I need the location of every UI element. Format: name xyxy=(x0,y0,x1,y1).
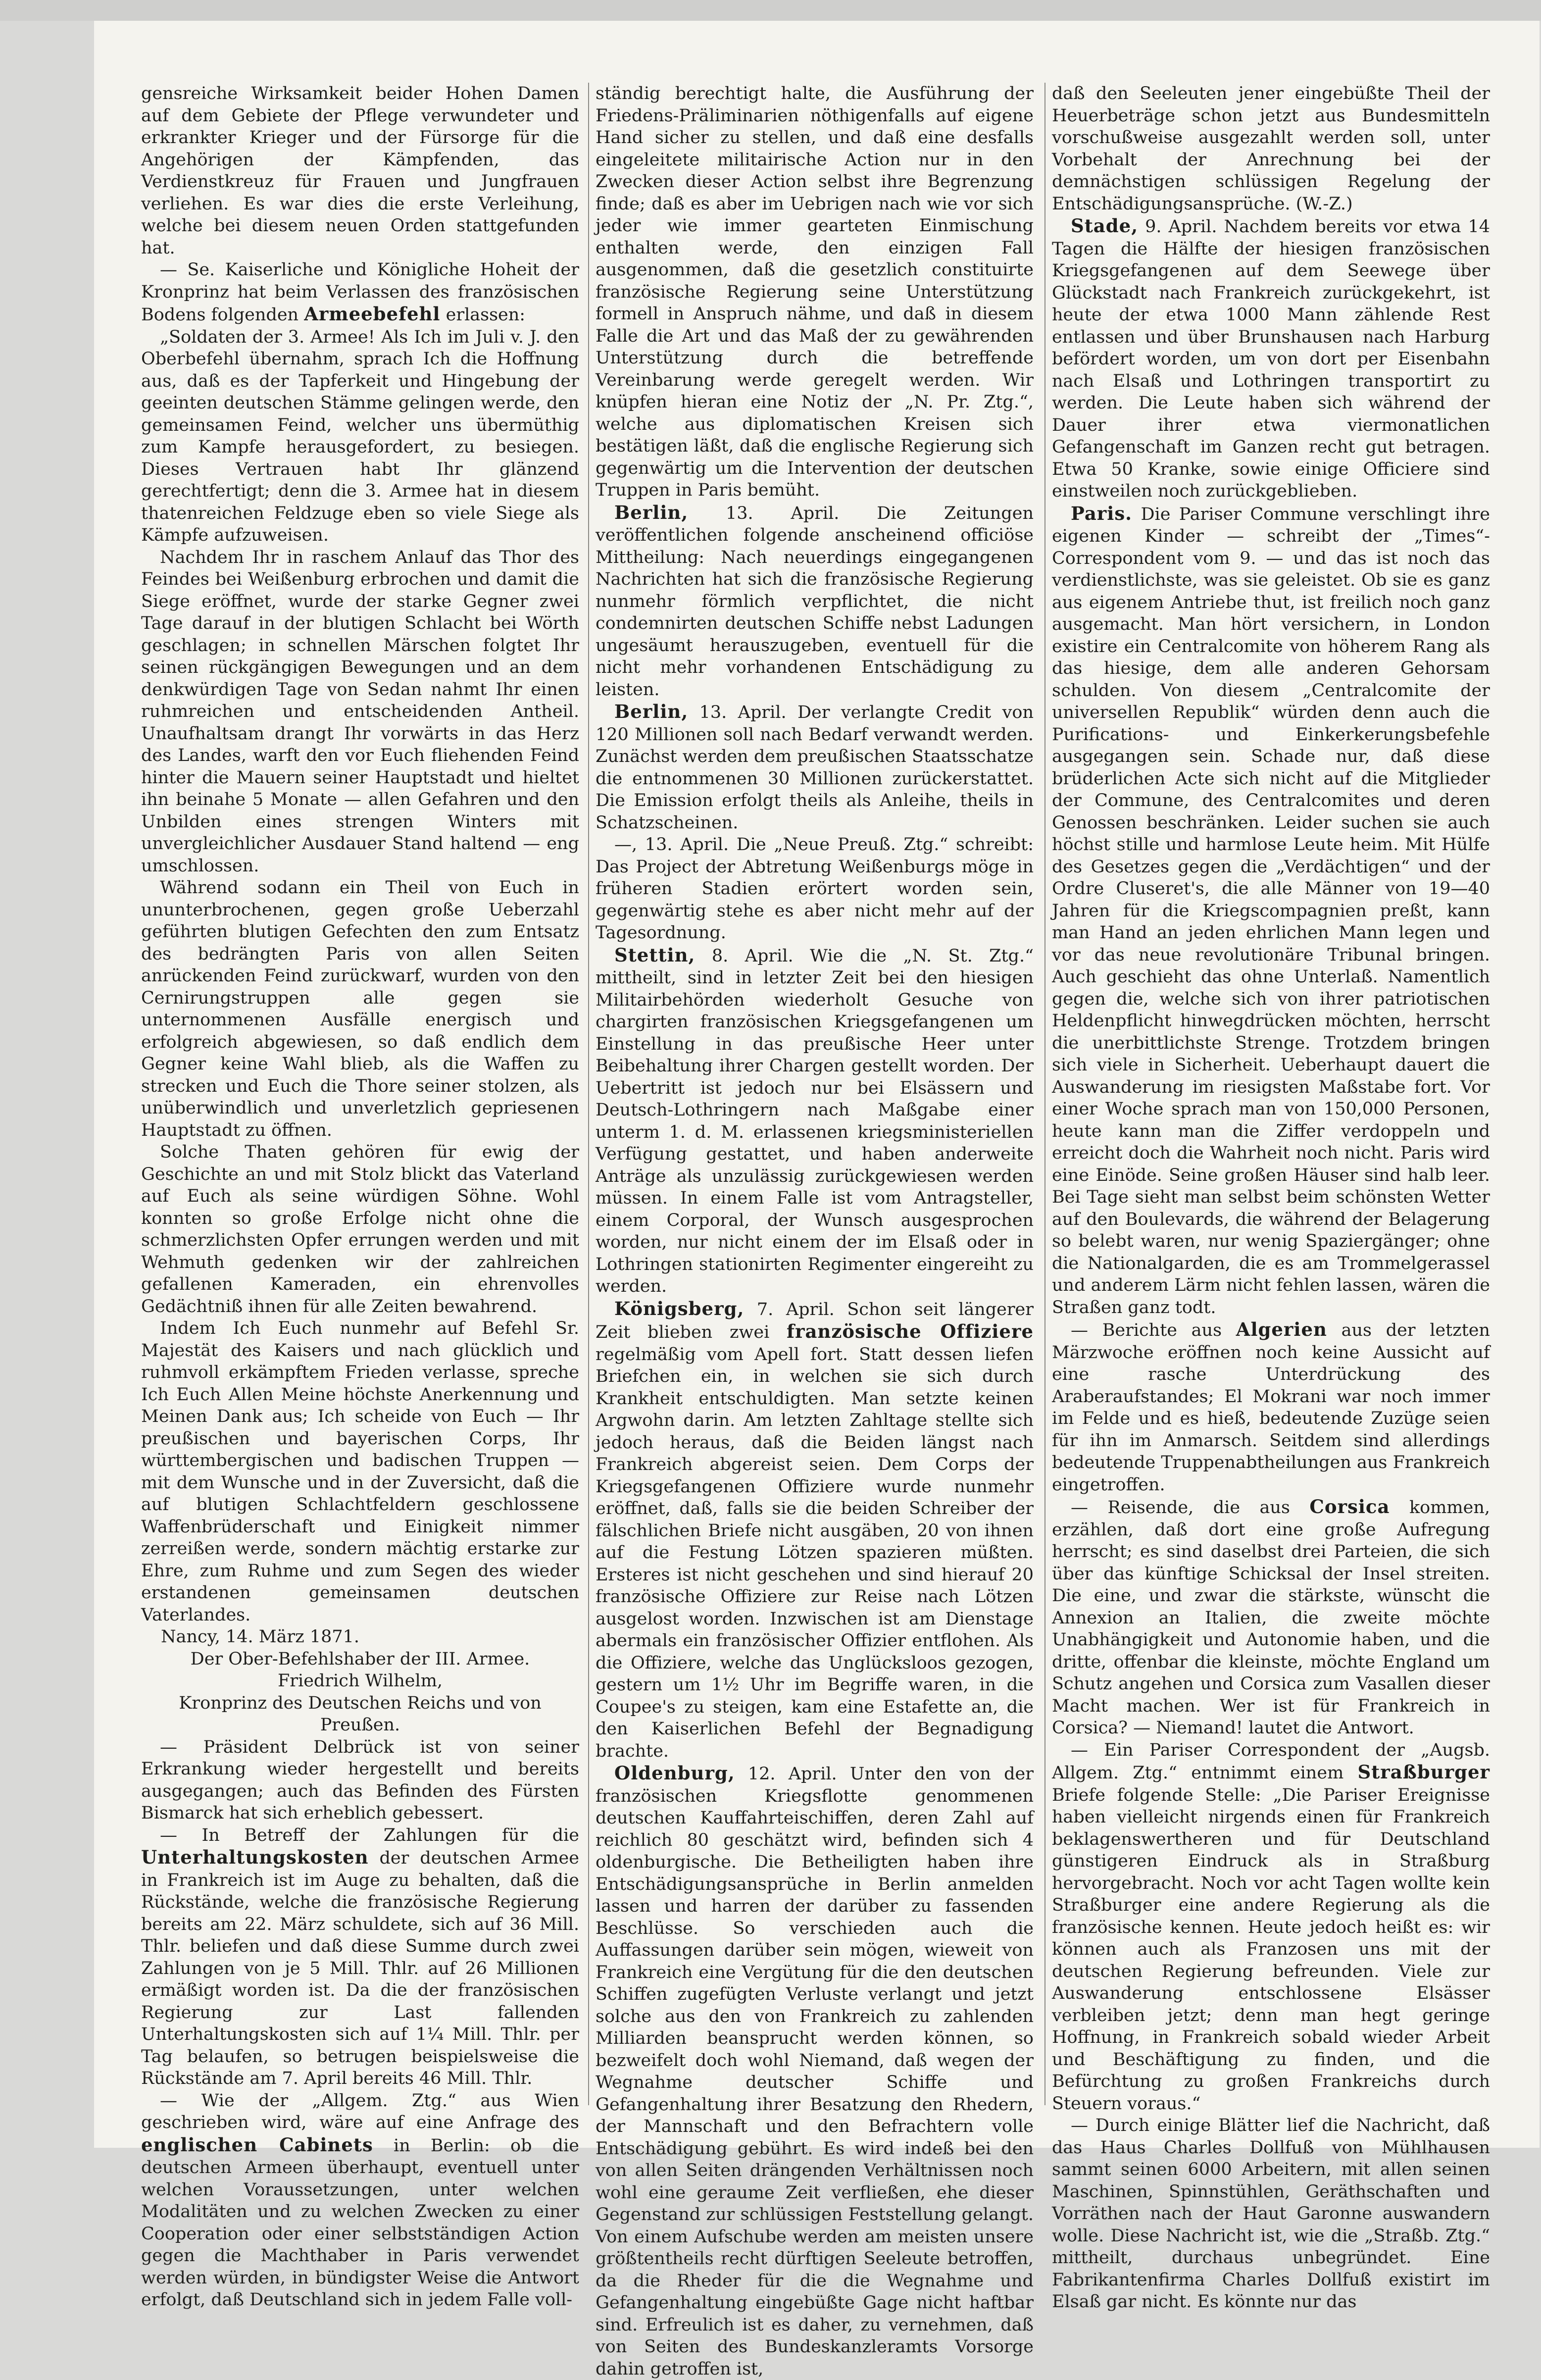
emphasis: Corsica xyxy=(1309,1496,1390,1518)
paragraph-text: — Se. Kaiserliche und Königliche Hoheit der Kronprinz hat beim Verlassen des französischen Bodens folgenden xyxy=(141,260,579,325)
paragraph-text: — In Betreff der Zahlungen für die xyxy=(160,1825,579,1845)
paragraph xyxy=(1052,1739,1490,2115)
text-columns xyxy=(141,83,1490,2379)
dateline: Paris. xyxy=(1071,502,1133,524)
emphasis: Armeebefehl xyxy=(304,303,441,325)
paragraph-text: kommen, erzählen, daß dort eine große Aufregung herrscht; es sind daselbst drei Parteien, die sich über das künftige Schicksal der Insel streiten. Die eine, und zwar die stärkste, wünscht die Annexion an Italien, die zweite möchte Unabhängigkeit und Autonomie haben, und die dritte, offenbar die kleinste, möchte England um Schutz angehen und Corsica zum Vasallen dieser Macht machen. Wer ist für Frankreich in Corsica? — Niemand! lautet die Antwort. xyxy=(1052,1498,1490,1738)
column-1 xyxy=(141,83,579,2310)
paragraph: daß den Seeleuten jener eingebüßte Theil der Heuerbeträge schon jetzt aus Bundesmitteln vorschußweise ausgezahlt werden soll, unter Vorbehalt der Anrechnung bei der demnächstigen schlüssigen Regelung der Entschädigungsansprüche. (W.-Z.) xyxy=(1052,84,1490,214)
paragraph-text: Briefe folgende Stelle: „Die Pariser Ereignisse haben vielleicht nirgends einen für Frankreich beklagenswertheren und für Deutschland günstigeren Eindruck als in Straßburg hervorgebracht. Noch vor acht Tagen wollte kein Straßburger eine andere Regierung als die französische kennen. Heute jedoch heißt es: wir können auch als Franzosen uns mit der deutschen Regierung befreunden. Viele zur Auswanderung entschlossene Elsässer verbleiben jetzt; denn man hegt geringe Hoffnung, in Frankreich sobald wieder Arbeit und Beschäftigung zu finden, und die Befürchtung zu großen Frankreichs durch Steuern voraus.“ xyxy=(1052,1785,1490,2114)
paragraph: „Soldaten der 3. Armee! Als Ich im Juli v. J. den Oberbefehl übernahm, sprach Ich die Hoffnung aus, daß es der Tapferkeit und Hingebung der geeinten deutschen Stämme gelingen werde, den gemeinsamen Feind, welcher uns übermüthig zum Kampfe herausgefordert, zu besiegen. Dieses Vertrauen habt Ihr glänzend gerechtfertigt; denn die 3. Armee hat in diesem thatenreichen Feldzuge eben so viele Siege als Kämpfe aufzuweisen. xyxy=(141,327,579,545)
paragraph: ständig berechtigt halte, die Ausführung der Friedens-Präliminarien nöthigenfalls auf eigene Hand sicher zu stellen, und daß eine desfalls eingeleitete militairische Action nur in den Zwecken dieser Action selbst ihre Begrenzung finde; daß es aber im Uebrigen nach wie vor sich jeder wie immer gearteten Einmischung enthalten werde, den einzigen Fall ausgenommen, daß die gesetzlich constituirte französische Regierung seine Unterstützung formell in Anspruch nähme, und daß in diesem Falle die Art und das Maß der zu gewährenden Unterstützung durch die betreffende Vereinbarung werde geregelt werden. Wir knüpfen hieran eine Notiz der „N. Pr. Ztg.“, welche aus diplomatischen Kreisen sich bestätigen läßt, daß die englische Regierung sich gegenwärtig um die Intervention der deutschen Truppen in Paris bemüht. xyxy=(596,84,1034,500)
emphasis: französische Offiziere xyxy=(787,1320,1034,1342)
paragraph-text: 13. April. Die Zeitungen veröffentlichen folgende anscheinend officiöse Mittheilung: Nach neuerdings eingegangenen Nachrichten hat sich die französische Regierung nunmehr förmlich verpflichtet, die nicht condemnirten deutschen Schiffe nebst Ladungen ungesäumt herauszugeben, eventuell für die nicht mehr vorhandenen Entschädigung zu leisten. xyxy=(596,503,1034,700)
column-2 xyxy=(596,83,1034,2379)
paragraph: Während sodann ein Theil von Euch in ununterbrochenen, gegen große Ueberzahl geführten blutigen Gefechten den zum Entsatz des bedrängten Paris von allen Seiten anrückenden Feind zurückwarf, wurden von den Cernirungstruppen alle gegen sie unternommenen Ausfälle energisch und erfolgreich abgewiesen, so daß endlich dem Gegner keine Wahl blieb, als die Waffen zu strecken und Euch die Thore seiner stolzen, als unüberwindlich und unverletzlich gepriesenen Hauptstadt zu öffnen. xyxy=(141,878,579,1140)
paragraph-text: 8. April. Wie die „N. St. Ztg.“ mittheilt, sind in letzter Zeit bei den hiesigen Militairbehörden wiederholt Gesuche von chargirten französischen Kriegsgefangenen um Einstellung in das preußische Heer unter Beibehaltung ihrer Chargen gestellt worden. Der Uebertritt ist jedoch nur bei Elsässern und Deutsch-Lothringern nach Maßgabe einer unterm 1. d. M. erlassenen kriegsministeriellen Verfügung gestattet, und haben anderweite Anträge als unzulässig zurückgewiesen werden müssen. In einem Falle ist vom Antragsteller, einem Corporal, der Wunsch ausgesprochen worden, nur nicht einem der im Elsaß oder in Lothringen stationirten Regimenter eingereiht zu werden. xyxy=(596,946,1034,1296)
paragraph xyxy=(596,944,1034,1298)
emphasis: Straßburger xyxy=(1357,1761,1490,1783)
paragraph-text: 7. April. Schon seit längerer Zeit blieben zwei xyxy=(596,1299,1034,1342)
dateline: Berlin, xyxy=(614,701,689,722)
paragraph xyxy=(1052,503,1490,1319)
dateline: Stade, xyxy=(1071,215,1139,237)
scan-border xyxy=(0,0,1541,21)
signature-name: Friedrich Wilhelm, xyxy=(277,1671,443,1691)
column-rule xyxy=(1044,83,1045,2105)
column-rule xyxy=(588,83,589,2105)
paragraph: — Präsident Delbrück ist von seiner Erkrankung wieder hergestellt und bereits ausgegangen; auch das Befinden des Fürsten Bismarck hat sich erheblich gebessert. xyxy=(141,1737,579,1823)
emphasis: Unterhaltungskosten xyxy=(141,1846,369,1868)
dateline: Stettin, xyxy=(614,944,696,966)
paragraph xyxy=(141,1824,579,2090)
paragraph xyxy=(141,2090,579,2311)
paragraph xyxy=(1052,215,1490,503)
paragraph: gensreiche Wirksamkeit beider Hohen Damen auf dem Gebiete der Pflege verwundeter und erkrankter Krieger und der Fürsorge für die Angehörigen der Kämpfenden, das Verdienstkreuz für Frauen und Jungfrauen verliehen. Es war dies die erste Verleihung, welche bei diesem neuen Orden stattgefunden hat. xyxy=(141,84,579,258)
paragraph xyxy=(596,502,1034,701)
paragraph-text: Die Pariser Commune verschlingt ihre eigenen Kinder — schreibt der „Times“-Correspondent vom 9. — und das ist noch das verdienstlichste, was sie geleistet. Ob sie es ganz aus eigenem Antriebe thut, ist freilich noch ganz ausgemacht. Man hört versichern, in London existire ein Centralcomite von höherem Rang als das hiesige, dem alle anderen Gehorsam schulden. Von diesem „Centralcomite der universellen Republik“ würden denn auch die Purifications- und Einkerkerungsbefehle ausgegangen sein. Schade nur, daß diese brüderlichen Acte sich nicht auf die Mitglieder der Commune, des Centralcomites und deren Genossen beschränken. Leider suchen sie auch höchst stille und harmlose Leute heim. Mit Hülfe des Gesetzes gegen die „Verdächtigen“ und der Ordre Cluseret's, die alle Männer von 19—40 Jahren für die Kriegscompagnien preßt, kann man Hand an jeden ehrlichen Mann legen und vor das neue revolutionäre Tribunal bringen. Auch geschieht das ohne Unterlaß. Namentlich gegen die, welche sich von ihrer patriotischen Heldenpflicht hinwegdrücken möchten, herrscht die unerbittlichste Strenge. Trotzdem bringen sich viele in Sicherheit. Ueberhaupt dauert die Auswanderung im riesigsten Maßstabe fort. Vor einer Woche sprach man von 150,000 Personen, heute kann man die Ziffer verdoppeln und erreicht doch die Wahrheit noch nicht. Paris wird eine Einöde. Seine großen Häuser sind halb leer. Bei Tage sieht man selbst beim schönsten Wetter auf den Boulevards, die während der Belagerung so belebt waren, nur wenig Spaziergänger; ohne die Nationalgarden, die es am Trommelgerassel und anderem Lärm nicht fehlen lassen, wären die Straßen ganz todt. xyxy=(1052,504,1490,1317)
paragraph-text: — Berichte aus xyxy=(1071,1320,1222,1340)
paragraph xyxy=(596,701,1034,834)
paragraph xyxy=(141,259,579,326)
newspaper-page xyxy=(94,21,1540,2379)
paragraph: Solche Thaten gehören für ewig der Geschichte an und mit Stolz blickt das Vaterland auf Euch als seine würdigen Söhne. Wohl konnten so große Erfolge nicht ohne die schmerzlichsten Opfer errungen werden und mit Wehmuth gedenken wir der zahlreichen gefallenen Kameraden, ein ehrenvolles Gedächtniß ihnen für alle Zeiten bewahrend. xyxy=(141,1142,579,1317)
signature-title: Der Ober-Befehlshaber der III. Armee. xyxy=(190,1649,530,1669)
paragraph xyxy=(596,1762,1034,2380)
dateline: Oldenburg, xyxy=(614,1762,735,1784)
emphasis: Algerien xyxy=(1236,1318,1327,1340)
paragraph: —, 13. April. Die „Neue Preuß. Ztg.“ schreibt: Das Project der Abtretung Weißenburgs möge in früheren Stadien erörtert worden sein, gegenwärtig stehe es aber nicht mehr auf der Tagesordnung. xyxy=(596,835,1034,943)
paragraph-text: in Berlin: ob die deutschen Armeen überhaupt, eventuell unter welchen Voraussetzungen, unter welchen Modalitäten und zu welchen Zwecken zu einer Cooperation oder einer selbstständigen Action gegen die Machthaber in Paris verwendet werden würden, in bündigster Weise die Antwort erfolgt, daß Deutschland sich in jedem Falle voll- xyxy=(141,2135,579,2310)
paragraph-text: erlassen: xyxy=(446,305,526,325)
paragraph: Nachdem Ihr in raschem Anlauf das Thor des Feindes bei Weißenburg erbrochen und damit die Siege eröffnet, wurde der starke Gegner zwei Tage darauf in der blutigen Schlacht bei Wörth geschlagen; in schnellen Märschen folgtet Ihr seinen rückgängigen Bewegungen und an dem denkwürdigen Tage von Sedan nahmt Ihr einen ruhmreichen und entscheidenden Antheil. Unaufhaltsam drangt Ihr vorwärts in das Herz des Landes, warft den vor Euch fliehenden Feind hinter die Mauern seiner Hauptstadt und hieltet ihn beinahe 5 Monate — allen Gefahren und den Unbilden eines strengen Winters mit unvergleichlicher Ausdauer Stand haltend — eng umschlossen. xyxy=(141,547,579,876)
paragraph xyxy=(1052,1318,1490,1496)
column-3 xyxy=(1052,83,1490,2312)
paragraph-text: — Wie der „Allgem. Ztg.“ aus Wien geschrieben wird, wäre auf eine Anfrage des xyxy=(141,2090,579,2132)
paragraph-text: 9. April. Nachdem bereits vor etwa 14 Tagen die Hälfte der hiesigen französischen Kriegsgefangenen auf dem Seewege über Glückstadt nach Frankreich zurückgekehrt, ist heute der etwa 1000 Mann zählende Rest entlassen und über Brunshausen nach Harburg befördert worden, um von dort per Eisenbahn nach Elsaß und Lothringen transportirt zu werden. Die Leute haben sich während der Dauer ihrer etwa viermonatlichen Gefangenschaft im Ganzen recht gut betragen. Etwa 50 Kranke, sowie einige Officiere sind einstweilen noch zurückgeblieben. xyxy=(1052,217,1490,501)
paragraph-text: regelmäßig vom Apell fort. Statt dessen liefen Briefchen ein, in welchen sie sich durch Krankheit entschuldigten. Man setzte keinen Argwohn darin. Am letzten Zahltage stellte sich jedoch heraus, daß die Beiden längst nach Frankreich abgereist seien. Dem Corps der Kriegsgefangenen Offiziere wurde nunmehr eröffnet, daß, falls sie die beiden Schreiber der fälschlichen Briefe nicht ausgäben, 20 von ihnen auf die Festung Lötzen spazieren müßten. Ersteres ist nicht geschehen und sind hierauf 20 französische Offiziere zur Reise nach Lötzen ausgelost worden. Inzwischen ist am Dienstage abermals ein französischer Offizier entflohen. Als die Offiziere, welche das Unglücksloos gezogen, gestern um 1½ Uhr im Begriffe waren, in die Coupee's zu steigen, kam eine Estafette an, die den Kaiserlichen Befehl der Begnadigung brachte. xyxy=(596,1344,1034,1761)
emphasis: englischen Cabinets xyxy=(141,2133,373,2156)
dateline: Berlin, xyxy=(614,501,689,523)
signature-rank: Kronprinz des Deutschen Reichs und von Preußen. xyxy=(179,1693,542,1735)
paragraph-text: der deutschen Armee in Frankreich ist im Auge zu behalten, daß die Rückstände, welche die französische Regierung bereits am 22. März schuldete, sich auf 36 Mill. Thlr. beliefen und daß diese Summe durch zwei Zahlungen von je 5 Mill. Thlr. auf 26 Millionen ermäßigt worden ist. Da die der französischen Regierung zur Last fallenden Unterhaltungskosten sich auf 1¼ Mill. Thlr. per Tag belaufen, so betrugen beispielsweise die Rückstände am 7. April bereits 46 Mill. Thlr. xyxy=(141,1848,579,2088)
paragraph-text: — Ein Pariser Correspondent der „Augsb. Allgem. Ztg.“ entnimmt einem xyxy=(1052,1740,1490,1783)
dateline: Königsberg, xyxy=(614,1297,745,1319)
signature-date: Nancy, 14. März 1871. xyxy=(161,1627,359,1647)
paragraph-text: 12. April. Unter den von der französischen Kriegsflotte genommenen deutschen Kauffahrteischiffen, deren Zahl auf reichlich 80 geschätzt wird, befinden sich 4 oldenburgische. Die Betheiligten haben ihre Entschädigungsansprüche in Berlin anmelden lassen und harren der darüber zu fassenden Beschlüsse. So verschieden auch die Auffassungen darüber sein mögen, wieweit von Frankreich eine Vergütung für die den deutschen Schiffen zugefügten Verluste verlangt und jetzt solche aus den von Frankreich zu zahlenden Milliarden beansprucht werden können, so bezweifelt doch wohl Niemand, daß wegen der Wegnahme deutscher Schiffe und Gefangenhaltung ihrer Besatzung den Rhedern, der Mannschaft und den Befrachtern volle Entschädigung gebührt. Es wird indeß bei den von allen Seiten drängenden Verhältnissen noch wohl eine geraume Zeit verfließen, ehe dieser Gegenstand zur schlüssigen Feststellung gelangt. Von einem Aufschube werden am meisten unsere größtentheils recht dürftigen Seeleute betroffen, da die Rheder für die die Wegnahme und Gefangenhaltung eingebüßte Gage nicht haftbar sind. Erfreulich ist es daher, zu vernehmen, daß von Seiten des Bundeskanzleramts Vorsorge dahin getroffen ist, xyxy=(596,1764,1034,2379)
paragraph xyxy=(596,1298,1034,1763)
paragraph xyxy=(1052,1496,1490,1739)
paragraph-text: — Reisende, die aus xyxy=(1071,1498,1290,1518)
paragraph: — Durch einige Blätter lief die Nachricht, daß das Haus Charles Dollfuß von Mühlhausen sammt seinen 6000 Arbeitern, mit allen seinen Maschinen, Spinnstühlen, Geräthschaften und Vorräthen nach der Haut Garonne auswandern wolle. Diese Nachricht ist, wie die „Straßb. Ztg.“ mittheilt, durchaus unbegründet. Eine Fabrikantenfirma Charles Dollfuß existirt im Elsaß gar nicht. Es könnte nur das xyxy=(1052,2116,1490,2312)
paragraph-text: 13. April. Der verlangte Credit von 120 Millionen soll nach Bedarf verwandt werden. Zunächst werden dem preußischen Staatsschatze die entnommenen 30 Millionen zurückerstattet. Die Emission erfolgt theils als Anleihe, theils in Schatzscheinen. xyxy=(596,703,1034,833)
paragraph: Indem Ich Euch nunmehr auf Befehl Sr. Majestät des Kaisers und nach glücklich und ruhmvoll erkämpftem Frieden verlasse, spreche Ich Euch Allen Meine höchste Anerkennung und Meinen Dank aus; Ich scheide von Euch — Ihr preußischen und bayerischen Corps, Ihr württembergischen und badischen Truppen — mit dem Wunsche und in der Zuversicht, daß die auf blutigen Schlachtfeldern geschlossene Waffenbrüderschaft und Einigkeit nimmer zerreißen werde, sondern mächtig erstarke zur Ehre, zum Ruhme und zum Segen des wieder erstandenen gemeinsamen deutschen Vaterlandes. xyxy=(141,1318,579,1625)
paragraph-text: aus der letzten Märzwoche eröffnen noch keine Aussicht auf eine rasche Unterdrückung des Araberaufstandes; El Mokrani war noch immer im Felde und es hieß, bedeutende Zuzüge seien für ihn im Anmarsch. Seitdem sind allerdings bedeutende Truppenabtheilungen aus Frankreich eingetroffen. xyxy=(1052,1320,1490,1495)
